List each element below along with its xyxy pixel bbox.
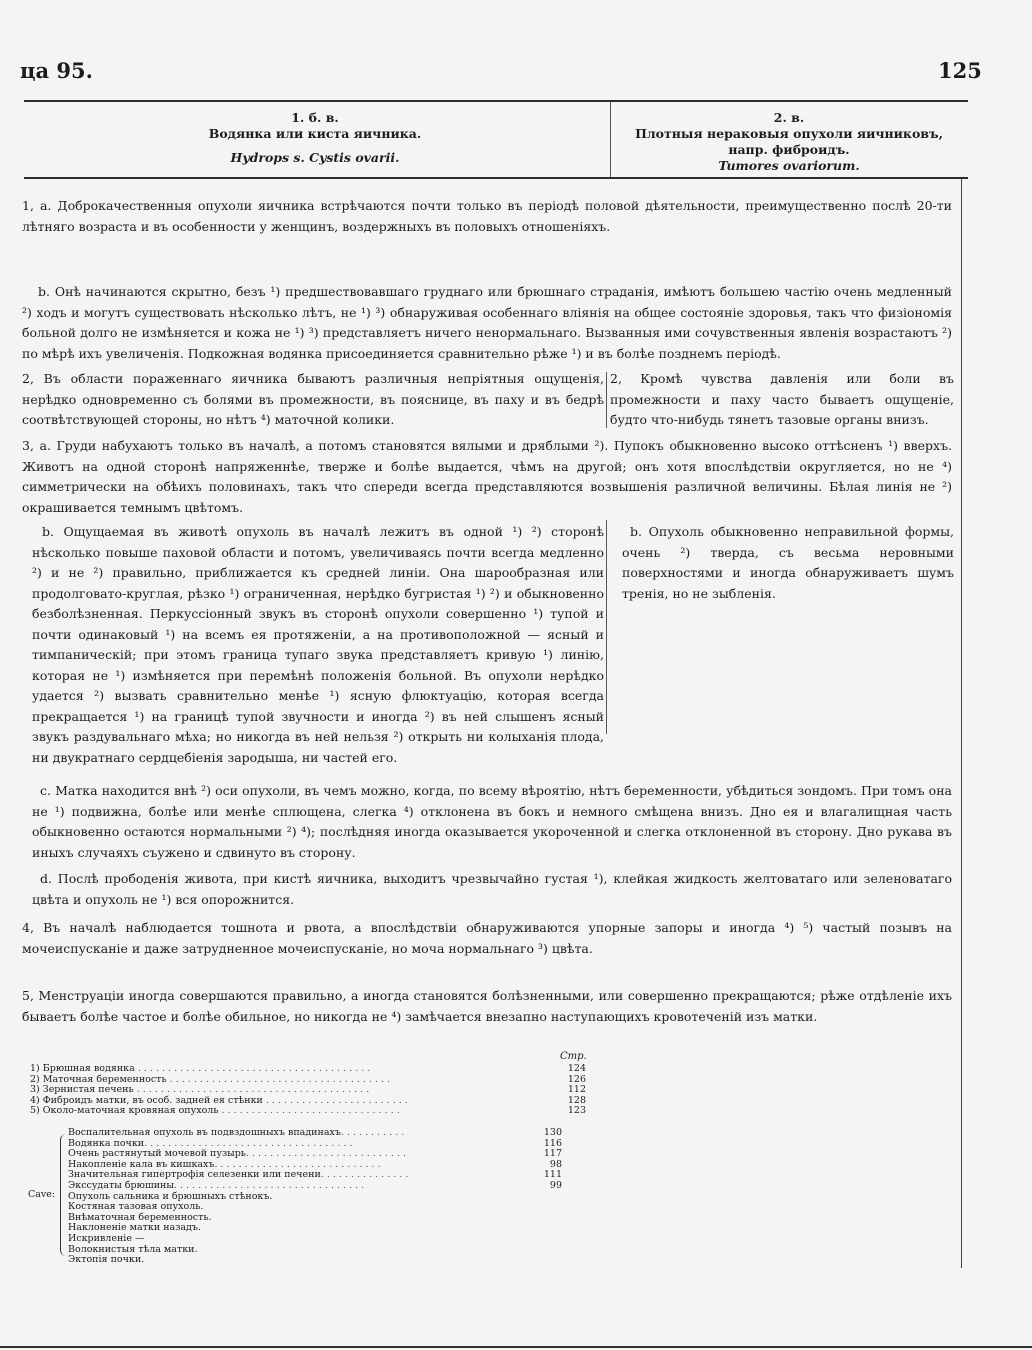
header-bottom-rule (24, 177, 968, 179)
paragraph-3b-left: b. Ощущаемая въ животѣ опухоль въ началѣ лежитъ въ одной ¹) ²) сторонѣ нѣсколько повыше паховой области и потомъ, увеличиваясь почти всегда медленно ²) и не ²) правильно, приближается къ средней линіи. Она шарообразная или продолговато-круглая, рѣзко ¹) ограниченная, нерѣдко бугристая ¹) ²) и обыкновенно безболѣзненная. Перкуссіонный звукъ въ сторонѣ опухоли совершенно ¹) тупой и почти одинаковый ¹) на всемъ ея протяженіи, а на противоположной — ясный и тимпаническій; при этомъ граница тупаго звука представляетъ кривую ¹) линію, которая не ¹) измѣняется при перемѣнѣ положенія больной. Въ опухоли нерѣдко удается ²) вызвать сравнительно менѣе ¹) ясную флюктуацію, которая всегда прекращается ¹) на границѣ тупой звучности и иногда ²) въ ней слышенъ ясный звукъ раздувальнаго мѣха; но никогда въ ней нельзя ²) открыть ни колыханія плода, ни двукратнаго сердцебіенія зародыша, ни частей его. (32, 524, 604, 765)
cave-item-page: 111 (543, 1169, 562, 1181)
cave-item-page: 130 (543, 1127, 562, 1138)
cave-item-label: Значительная гипертрофія селезенки или печени (68, 1169, 321, 1181)
footnotes (30, 1052, 590, 1117)
footnote-page: 128 (567, 1094, 586, 1106)
paragraph-1a: 1, а. Доброкачественныя опухоли яичника встрѣчаются почти только въ періодѣ половой дѣятельности, преимущественно послѣ 20-ти лѣтняго возраста и въ особенности у женщинъ, воздержныхъ въ половыхъ отношеніяхъ. (22, 198, 952, 234)
paragraph-5: 5, Менструаціи иногда совершаются правильно, а иногда становятся болѣзненными, или совершенно прекращаются; рѣже отдѣленіе ихъ бываетъ болѣе частое и болѣе обильное, но никогда не ⁴) замѣчается внезапно наступающихъ кровотеченій изъ матки. (22, 988, 952, 1024)
footnote-label: 3) Зернистая печень (30, 1084, 134, 1096)
footnote-page: 112 (567, 1084, 586, 1096)
footnote-row: 1) Брюшная водянка . . . . . . . . . . . . . . . . . . . . . . . . . . . . . . . . . . . . . . . 124 (30, 1063, 586, 1074)
column-number: 1. б. в. (291, 110, 339, 125)
cave-item: Накопленіе кала въ кишкахъ. . . . . . . . . . . . . . . . . . . . . . . . . . . . 98 (68, 1158, 562, 1170)
page-bottom-edge (0, 1346, 1032, 1348)
footnote-page: 126 (567, 1073, 586, 1085)
running-header: ца 95. (20, 58, 93, 83)
paragraph-3a: 3, а. Груди набухаютъ только въ началѣ, а потомъ становятся вялыми и дряблыми ²). Пупокъ обыкновенно высоко оттѣсненъ ¹) вверхъ. Животъ на одной сторонѣ напряженнѣе, тверже и болѣе выдается, чѣмъ на другой; онъ хотя впослѣдствіи округляется, но не ⁴) симметрически на обѣихъ половинахъ, такъ что спереди всегда представляются возвышенія различной величины. Бѣлая линія не ²) окрашивается темнымъ цвѣтомъ. (22, 438, 952, 515)
footnote-row: 3) Зернистая печень . . . . . . . . . . . . . . . . . . . . . . . . . . . . . . . . . . . . . . . 112 (30, 1084, 586, 1096)
column-divider (610, 102, 611, 177)
column-divider (606, 520, 607, 734)
header-rule (24, 100, 968, 102)
column-title: Плотныя нераковыя опухоли яичниковъ, напр. фиброидъ. (635, 126, 943, 157)
cave-item-page: 98 (549, 1158, 562, 1170)
footnote-label: 2) Маточная беременность (30, 1073, 167, 1085)
column-number: 2. в. (773, 110, 805, 125)
cave-item-label: Внѣматочная беременность. (68, 1211, 212, 1223)
cave-item: Очень растянутый мочевой пузырь. . . . . . . . . . . . . . . . . . . . . . . . . . . 117 (68, 1148, 562, 1160)
paragraph-4: 4, Въ началѣ наблюдается тошнота и рвота, а впослѣдствіи обнаруживаются упорные запоры и иногда ⁴) ⁵) частый позывъ на мочеиспусканіе и даже затрудненное мочеиспусканіе, но моча нормальнаго ³) цвѣта. (22, 920, 952, 956)
paragraph-2-right: 2, Кромѣ чувства давленія или боли въ промежности и паху часто бываетъ ощущеніе, будто что-нибудь тянетъ тазовые органы внизъ. (610, 371, 954, 427)
column-header-2 (622, 110, 956, 174)
cave-item (68, 1255, 590, 1266)
cave-list (68, 1128, 590, 1266)
page-column-label: Стр. (560, 1051, 587, 1062)
cave-item-label: Экссудаты брюшины (68, 1179, 174, 1191)
cave-item-label: Очень растянутый мочевой пузырь (68, 1148, 246, 1160)
cave-item-label: Водянка почки (68, 1137, 145, 1149)
footnote-row: 4) Фиброидъ матки, въ особ. задней ея стѣнки . . . . . . . . . . . . . . . . . . . . . . . . 128 (30, 1094, 586, 1106)
page-number: 125 (938, 58, 982, 83)
paragraph-3c: с. Матка находится внѣ ²) оси опухоли, въ чемъ можно, когда, по всему вѣроятію, нѣтъ беременности, убѣдиться зондомъ. При томъ она не ¹) подвижна, болѣе или менѣе сплющена, слегка ⁴) отклонена въ бокъ и немного смѣщена внизъ. Дно ея и влагалищная часть обыкновенно остаются нормальными ²) ⁴); послѣдняя иногда оказывается укороченной и слегка отклоненной въ сторону. Дно рукава въ иныхъ случаяхъ съужено и сдвинуто въ сторону. (32, 783, 952, 860)
cave-item-label: Опухоль сальника и брюшныхъ стѣнокъ. (68, 1190, 273, 1202)
cave-item-label: Искривленіе — (68, 1232, 145, 1244)
cave-item: Экссудаты брюшины. . . . . . . . . . . . . . . . . . . . . . . . . . . . . . . . 99 (68, 1179, 562, 1191)
cave-item (68, 1245, 590, 1256)
cave-item-label: Воспалительная опухоль въ подвздошныхъ впадинахъ (68, 1127, 341, 1138)
paragraph-2-left: 2, Въ области пораженнаго яичника бываютъ различныя непріятныя ощущенія, нерѣдко одновременно съ болями въ промежности, въ пояснице, въ паху и въ бедрѣ соотвѣтствующей стороны, но нѣтъ ⁴) маточной колики. (22, 371, 604, 427)
footnote-label: 1) Брюшная водянка (30, 1063, 135, 1074)
cave-item-page: 116 (543, 1137, 562, 1149)
cave-item: Значительная гипертрофія селезенки или печени. . . . . . . . . . . . . . . 111 (68, 1169, 562, 1181)
cave-label: Cave: (28, 1189, 56, 1200)
cave-item-page: 99 (549, 1179, 562, 1191)
paragraph-3d: d. Послѣ прободенія живота, при кистѣ яичника, выходитъ чрезвычайно густая ¹), клейкая жидкость желтоватаго или зеленоватаго цвѣта и опухоль не ¹) вся опорожнится. (32, 871, 952, 907)
cave-item: Водянка почки. . . . . . . . . . . . . . . . . . . . . . . . . . . . . . . . . . . 116 (68, 1137, 562, 1149)
cave-item-label: Накопленіе кала въ кишкахъ (68, 1158, 215, 1170)
footnote-page: 123 (567, 1105, 586, 1117)
footnote-label: 4) Фиброидъ матки, въ особ. задней ея стѣнки (30, 1094, 263, 1106)
paragraph-1b: b. Онѣ начинаются скрытно, безъ ¹) предшествовавшаго груднаго или брюшнаго страданія, имѣютъ большею частію очень медленный ²) ходъ и могутъ существовать нѣсколько лѣтъ, не ¹) ³) обнаруживая особеннаго вліянія на общее состояніе здоровья, такъ что физіономія больной долго не измѣняется и кожа не ¹) ³) представляетъ ничего ненормальнаго. Вызванныя ими сочувственныя явленія возрастаютъ ²) по мѣрѣ ихъ увеличенія. Подкожная водянка присоединяется сравнительно рѣже ¹) и въ болѣе позднемъ періодѣ. (22, 284, 952, 361)
cave-item-label: Наклоненіе матки назадъ. (68, 1222, 201, 1234)
footnote-label: 5) Около-маточная кровяная опухоль (30, 1105, 219, 1117)
footnote-row: 5) Около-маточная кровяная опухоль . . . . . . . . . . . . . . . . . . . . . . . . . . . . . . 123 (30, 1105, 586, 1117)
cave-item: Воспалительная опухоль въ подвздошныхъ впадинахъ. . . . . . . . . . . 130 (68, 1127, 562, 1138)
cave-item-page: 117 (543, 1148, 562, 1160)
cave-item-label: Эктопія почки. (68, 1254, 145, 1266)
column-divider (606, 372, 607, 428)
cave-item-label: Волокнистыя тѣла матки. (68, 1243, 198, 1255)
cave-item-label: Костяная тазовая опухоль. (68, 1201, 204, 1213)
footnote-row: 2) Маточная беременность . . . . . . . . . . . . . . . . . . . . . . . . . . . . . . . . . . . . . 126 (30, 1073, 586, 1085)
paragraph-3b-right: b. Опухоль обыкновенно неправильной формы, очень ²) тверда, съ весьма неровными поверхностями и иногда обнаруживаетъ шумъ тренія, но не зыбленія. (622, 524, 954, 601)
cave-item (68, 1223, 590, 1234)
column-latin-title: Tumores ovariorum. (718, 158, 860, 173)
right-border-line (961, 178, 962, 1268)
column-title: Водянка или киста яичника. (208, 126, 422, 141)
column-latin-title: Hydrops s. Cystis ovarii. (230, 150, 400, 165)
column-header-1 (30, 110, 600, 166)
footnote-page: 124 (567, 1063, 586, 1074)
cave-brace (60, 1134, 67, 1256)
